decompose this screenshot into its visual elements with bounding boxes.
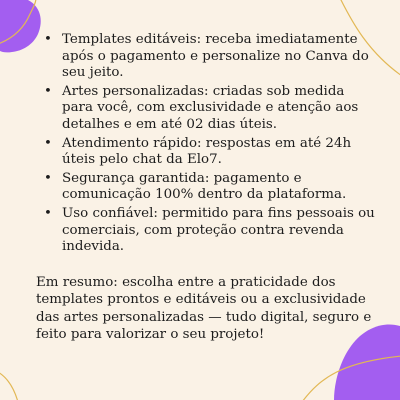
top-left-purple-blob	[0, 0, 41, 52]
bottom-left-curve-line	[0, 372, 18, 400]
benefit-item	[36, 206, 376, 256]
bullet-icon: •	[44, 32, 52, 47]
benefit-text: Uso confiável: permitido para fins pessoais ou comerciais, com proteção contra revenda indevida.	[62, 205, 375, 255]
benefit-item	[36, 171, 376, 204]
info-text-block	[36, 32, 376, 344]
benefit-item	[36, 136, 376, 169]
benefit-text: Artes personalizadas: criadas sob medida para você, com exclusividade e atenção aos detalhes e em até 02 dias úteis.	[62, 83, 359, 132]
benefit-text: Segurança garantida: pagamento e comunicação 100% dentro da plataforma.	[62, 170, 347, 203]
bullet-icon: •	[44, 170, 52, 186]
benefits-list	[36, 32, 376, 256]
summary-paragraph: Em resumo: escolha entre a praticidade dos templates prontos e editáveis ou a exclusividade das artes personalizadas — tudo digital, seguro e feito para valorizar o seu projeto!	[36, 274, 372, 343]
benefit-item	[36, 32, 376, 82]
benefit-text: Atendimento rápido: respostas em até 24h úteis pelo chat da Elo7.	[62, 135, 352, 168]
bullet-icon: •	[44, 205, 52, 221]
benefit-item	[36, 84, 376, 134]
benefit-text: Templates editáveis: receba imediatamente após o pagamento e personalize no Canva do seu jeito.	[62, 32, 369, 81]
bullet-icon: •	[44, 135, 52, 151]
bullet-icon: •	[44, 83, 52, 99]
